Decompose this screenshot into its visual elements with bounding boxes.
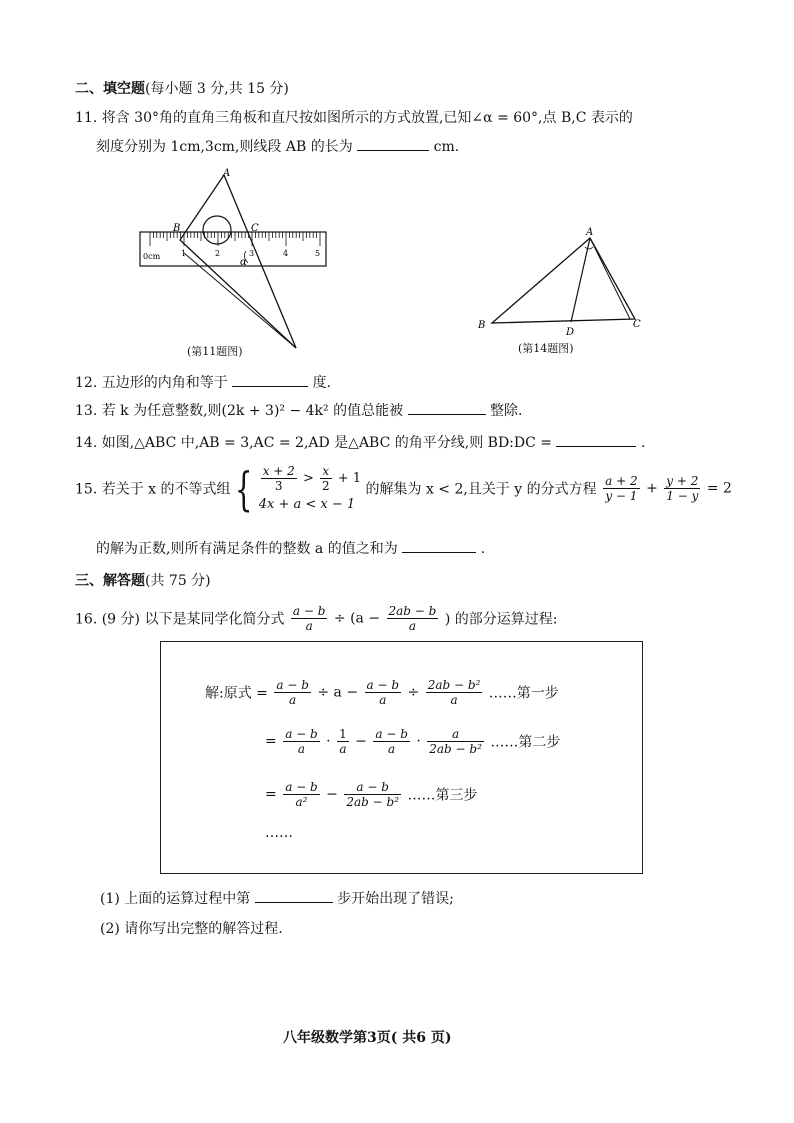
- q14-answer-blank[interactable]: [556, 432, 636, 447]
- point-A-label: A: [586, 227, 594, 238]
- q16-sub1-answer-blank[interactable]: [255, 888, 333, 903]
- step2-minus: −: [355, 733, 367, 750]
- step1-label: ……第一步: [488, 685, 559, 702]
- q16-sub1: [100, 888, 454, 908]
- q15-gt: >: [302, 471, 314, 486]
- q16-ellipsis: ……: [265, 825, 293, 841]
- q16-sub1-post: 步开始出现了错误;: [337, 891, 454, 907]
- ruler-label-3: 3: [249, 249, 255, 258]
- q15-plus-one: + 1: [337, 471, 362, 486]
- segment-AD: [571, 238, 590, 322]
- step1-op2: ÷: [407, 684, 420, 701]
- step2-dot2: ·: [416, 733, 421, 750]
- ruler: [140, 232, 326, 266]
- fig11-caption: (第11题图): [187, 345, 243, 358]
- step2-dot1: ·: [326, 733, 331, 750]
- fig14-caption: (第14题图): [518, 342, 574, 355]
- ruler-label-1: 1: [181, 249, 187, 258]
- point-C-label: C: [633, 319, 641, 330]
- step2-eq: =: [265, 733, 277, 750]
- step3-minus: −: [326, 786, 338, 803]
- section2-note: (每小题 3 分,共 15 分): [145, 81, 289, 97]
- section3-note: (共 75 分): [145, 573, 211, 589]
- q16-step1: [205, 678, 559, 707]
- q15-pre: 15. 若关于 x 的不等式组: [75, 481, 231, 498]
- q12-unit: 度.: [312, 375, 332, 391]
- section2-heading: [75, 78, 289, 98]
- section3-title: 三、解答题: [75, 573, 145, 589]
- q12: [75, 372, 331, 392]
- step1-frac2: $\frac{a - b}{a}$: [366, 678, 400, 707]
- q15-brace: {: [234, 461, 253, 516]
- q11-unit: cm.: [433, 139, 460, 155]
- q16-solution-box: [160, 641, 643, 874]
- point-D-label: D: [566, 327, 575, 338]
- point-B-label: B: [173, 223, 181, 234]
- q11-line1: [75, 107, 633, 127]
- ruler-label-2: 2: [215, 249, 221, 258]
- q11-answer-blank[interactable]: [357, 136, 429, 151]
- q12-text: 12. 五边形的内角和等于: [75, 375, 228, 391]
- q15-frac1: $\frac{x + 2}{3}$: [262, 464, 295, 493]
- q15-eq-plus: +: [646, 480, 658, 497]
- q11-number: 11.: [75, 110, 98, 126]
- step3-frac1: $\frac{a - b}{\text{a²}}$: [285, 780, 318, 809]
- q15-frac2: $\frac{x}{2}$: [321, 464, 330, 493]
- q11-line2: [96, 136, 459, 156]
- q15-eq-frac1: $\frac{a + 2}{y - 1}$: [605, 474, 638, 503]
- step1-op1: ÷ a −: [317, 684, 359, 701]
- q15-eq-frac2: $\frac{y + 2}{1 - y}$: [666, 474, 699, 503]
- q15-line2: [96, 538, 485, 558]
- step3-eq: =: [265, 786, 277, 803]
- q15-answer-blank[interactable]: [402, 538, 476, 553]
- q16-pre: 16. (9 分) 以下是某同学化简分式: [75, 611, 285, 628]
- q16-step3: [265, 780, 477, 809]
- q16-frac2: $\frac{2ab - b}{a}$: [388, 604, 437, 633]
- q16-post: ) 的部分运算过程:: [444, 611, 558, 628]
- ruler-label-5: 5: [315, 249, 321, 258]
- figure-14: [472, 220, 652, 340]
- q15-eq-tail: = 2: [706, 480, 732, 497]
- ruler-label-0: 0cm: [143, 252, 161, 261]
- q15-line1: [75, 461, 732, 516]
- ruler-label-4: 4: [283, 249, 289, 258]
- step1-frac3: $\frac{\text{2ab − b²}}{a}$: [427, 678, 481, 707]
- step2-frac1: $\frac{a - b}{a}$: [285, 727, 318, 756]
- triangle-ABC: [492, 238, 635, 323]
- q13-tail: 整除.: [490, 403, 523, 419]
- step2-frac3: $\frac{a - b}{a}$: [375, 727, 408, 756]
- q16-frac1: $\frac{a - b}{a}$: [292, 604, 326, 633]
- q16-sub1-pre: (1) 上面的运算过程中第: [100, 891, 251, 907]
- step3-label: ……第三步: [407, 787, 478, 804]
- q13-answer-blank[interactable]: [408, 400, 486, 415]
- section2-title: 二、填空题: [75, 81, 145, 97]
- q15-ineq2: 4x + a < x − 1: [258, 497, 356, 512]
- angle-mark: [585, 247, 593, 249]
- q12-answer-blank[interactable]: [232, 372, 308, 387]
- q13-text: 13. 若 k 为任意整数,则(2k + 3)² − 4k² 的值总能被: [75, 403, 404, 419]
- alpha-label: α: [240, 257, 247, 268]
- segment-AC-inner: [590, 238, 630, 319]
- point-A-label: A: [223, 168, 231, 179]
- point-C-label: C: [251, 223, 259, 234]
- q16-prompt: [75, 604, 557, 633]
- q14-tail: .: [640, 435, 646, 451]
- q11-text1: 将含 30°角的直角三角板和直尺按如图所示的方式放置,已知∠α = 60°,点 B,C 表示的: [101, 110, 633, 126]
- q16-div: ÷ (a −: [333, 610, 381, 627]
- q15-mid: 的解集为 x < 2,且关于 y 的分式方程: [365, 481, 597, 498]
- step2-label: ……第二步: [490, 734, 561, 751]
- q14: [75, 432, 645, 452]
- step1-pre: 解:原式 =: [205, 685, 268, 702]
- point-B-label: B: [478, 320, 486, 331]
- q11-text2: 刻度分别为 1cm,3cm,则线段 AB 的长为: [96, 139, 353, 155]
- section3-heading: [75, 570, 211, 590]
- step2-frac4: $\frac{a}{\text{2ab − b²}}$: [429, 727, 482, 756]
- q16-sub2: (2) 请你写出完整的解答过程.: [100, 921, 283, 937]
- q16-step2: [265, 727, 560, 756]
- q15-line2-text: 的解为正数,则所有满足条件的整数 a 的值之和为: [96, 541, 398, 557]
- step3-frac2: $\frac{a - b}{\text{2ab − b²}}$: [346, 780, 400, 809]
- page-footer: 八年级数学第3页( 共6 页): [283, 1030, 452, 1046]
- step2-frac2: $\frac{1}{a}$: [339, 727, 347, 756]
- q13: [75, 400, 522, 420]
- q15-system: [259, 464, 361, 513]
- figure-11: [130, 165, 340, 360]
- step1-frac1: $\frac{a - b}{a}$: [276, 678, 309, 707]
- q14-text: 14. 如图,△ABC 中,AB = 3,AC = 2,AD 是△ABC 的角平分线,则 BD:DC =: [75, 435, 553, 451]
- q15-line2-tail: .: [480, 541, 486, 557]
